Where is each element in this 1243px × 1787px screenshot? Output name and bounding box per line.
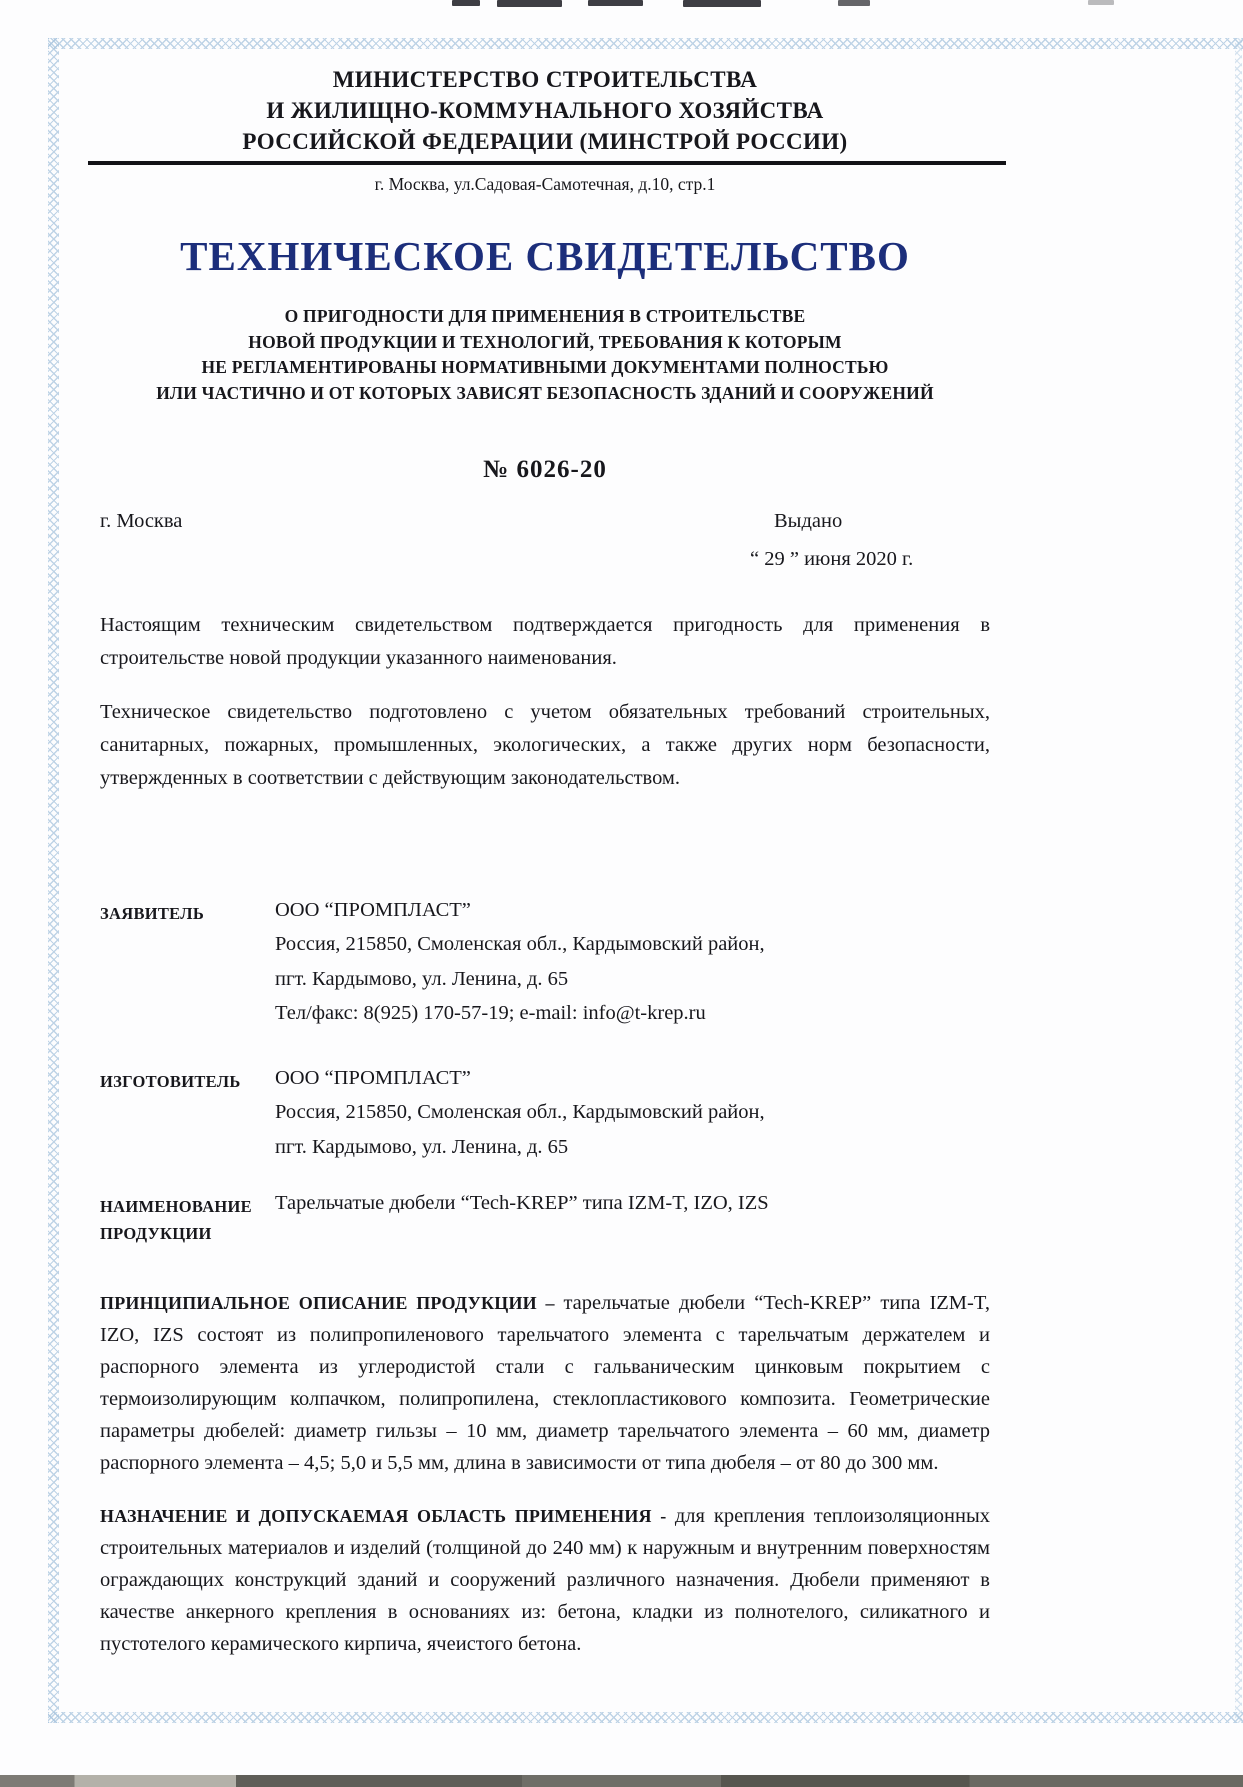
subtitle-line: НЕ РЕГЛАМЕНТИРОВАНЫ НОРМАТИВНЫМИ ДОКУМЕНТАМИ ПОЛНОСТЬЮ bbox=[201, 357, 889, 377]
intro-paragraph: Настоящим техническим свидетельством подтверждается пригодность для применения в строительстве новой продукции указанного наименования. bbox=[100, 614, 990, 669]
manufacturer-name: ООО “ПРОМПЛАСТ” bbox=[275, 1066, 471, 1089]
applicant-name: ООО “ПРОМПЛАСТ” bbox=[275, 898, 471, 921]
manufacturer-address-line: пгт. Кардымово, ул. Ленина, д. 65 bbox=[275, 1135, 569, 1158]
manufacturer-field bbox=[100, 1061, 990, 1165]
subtitle-line: ИЛИ ЧАСТИЧНО И ОТ КОТОРЫХ ЗАВИСЯТ БЕЗОПАСНОСТЬ ЗДАНИЙ И СООРУЖЕНИЙ bbox=[156, 382, 934, 403]
ministry-header bbox=[100, 64, 990, 157]
applicant-field bbox=[100, 893, 990, 1031]
subtitle-line: НОВОЙ ПРОДУКЦИИ И ТЕХНОЛОГИЙ, ТРЕБОВАНИЯ К КОТОРЫМ bbox=[248, 331, 842, 352]
product-description-section bbox=[100, 1287, 990, 1479]
ministry-address: г. Москва, ул.Садовая-Самотечная, д.10, стр.1 bbox=[374, 174, 716, 194]
description-section-dash: – bbox=[536, 1293, 564, 1313]
applicant-label: ЗАЯВИТЕЛЬ bbox=[100, 903, 205, 923]
purpose-section-text: для крепления теплоизоляционных строительных материалов и изделий (толщиной до 240 мм) к наружным и внутренним поверхностям ограждающих конструкций зданий и сооружений различного назначения. Дюбели применяют в качестве анкерного крепления в основаниях из: бетона, кладки из полнотелого, силикатного и пустотелого керамического кирпича, ячеистого бетона. bbox=[100, 1504, 990, 1655]
ministry-line: И ЖИЛИЩНО-КОММУНАЛЬНОГО ХОЗЯЙСТВА bbox=[266, 98, 824, 123]
requirements-paragraph: Техническое свидетельство подготовлено с учетом обязательных требований строительных, санитарных, пожарных, промышленных, экологических, а также других норм безопасности, утвержденных в соответствии с действующим законодательством. bbox=[100, 700, 990, 789]
header-divider bbox=[88, 161, 1006, 165]
page-title: ТЕХНИЧЕСКОЕ СВИДЕТЕЛЬСТВО bbox=[180, 233, 910, 279]
certificate-subtitle bbox=[100, 304, 990, 406]
stitch-border-right bbox=[1235, 38, 1242, 1723]
product-name-label: НАИМЕНОВАНИЕ ПРОДУКЦИИ bbox=[100, 1197, 252, 1243]
purpose-section-label: НАЗНАЧЕНИЕ И ДОПУСКАЕМАЯ ОБЛАСТЬ ПРИМЕНЕНИЯ bbox=[100, 1505, 652, 1526]
applicant-contacts: Тел/факс: 8(925) 170-57-19; e-mail: info@t-krep.ru bbox=[275, 1002, 706, 1024]
stitch-border-left bbox=[48, 38, 59, 1723]
document-content bbox=[100, 0, 990, 1680]
scan-artifact bbox=[1088, 0, 1114, 5]
manufacturer-address-line: Россия, 215850, Смоленская обл., Кардымовский район, bbox=[275, 1101, 765, 1123]
stitch-border-bottom bbox=[48, 1712, 1243, 1723]
ministry-line: МИНИСТЕРСТВО СТРОИТЕЛЬСТВА bbox=[332, 67, 758, 92]
issue-row bbox=[100, 510, 990, 571]
issued-date: “ 29 ” июня 2020 г. bbox=[750, 548, 914, 570]
subtitle-line: О ПРИГОДНОСТИ ДЛЯ ПРИМЕНЕНИЯ В СТРОИТЕЛЬСТВЕ bbox=[284, 306, 806, 326]
purpose-section bbox=[100, 1500, 990, 1660]
description-section-text: тарельчатые дюбели “Tech-KREP” типа IZM-T, IZO, IZS состоят из полипропиленового тарельчатого элемента с тарельчатым держателем и распорного элемента из углеродистой стали с гальваническим цинковым покрытием с термоизолирующим колпачком, полипропилена, стеклопластикового композита. Геометрические параметры дюбелей: диаметр гильзы – 10 мм, диаметр тарельчатого элемента – 60 мм, диаметр распорного элемента – 4,5; 5,0 и 5,5 мм, длина в зависимости от типа дюбеля – от 80 до 300 мм. bbox=[100, 1292, 990, 1474]
applicant-address-line: пгт. Кардымово, ул. Ленина, д. 65 bbox=[275, 967, 569, 990]
issue-block bbox=[750, 510, 990, 571]
applicant-address-line: Россия, 215850, Смоленская обл., Кардымовский район, bbox=[275, 933, 765, 955]
certificate-number: № 6026-20 bbox=[483, 456, 607, 483]
scan-artifact-bottom-band bbox=[0, 1775, 1243, 1787]
applicant-value bbox=[275, 893, 765, 1031]
issue-city: г. Москва bbox=[100, 510, 183, 532]
manufacturer-label: ИЗГОТОВИТЕЛЬ bbox=[100, 1071, 241, 1091]
description-section-label: ПРИНЦИПИАЛЬНОЕ ОПИСАНИЕ ПРОДУКЦИИ bbox=[100, 1293, 537, 1313]
product-name-field bbox=[100, 1186, 990, 1247]
ministry-line: РОССИЙСКОЙ ФЕДЕРАЦИИ (МИНСТРОЙ РОССИИ) bbox=[242, 129, 848, 154]
issued-label: Выдано bbox=[774, 510, 843, 532]
product-name-value: Тарельчатые дюбели “Tech-KREP” типа IZM-T, IZO, IZS bbox=[275, 1192, 769, 1214]
purpose-section-dash: - bbox=[651, 1505, 675, 1526]
manufacturer-value bbox=[275, 1061, 765, 1165]
